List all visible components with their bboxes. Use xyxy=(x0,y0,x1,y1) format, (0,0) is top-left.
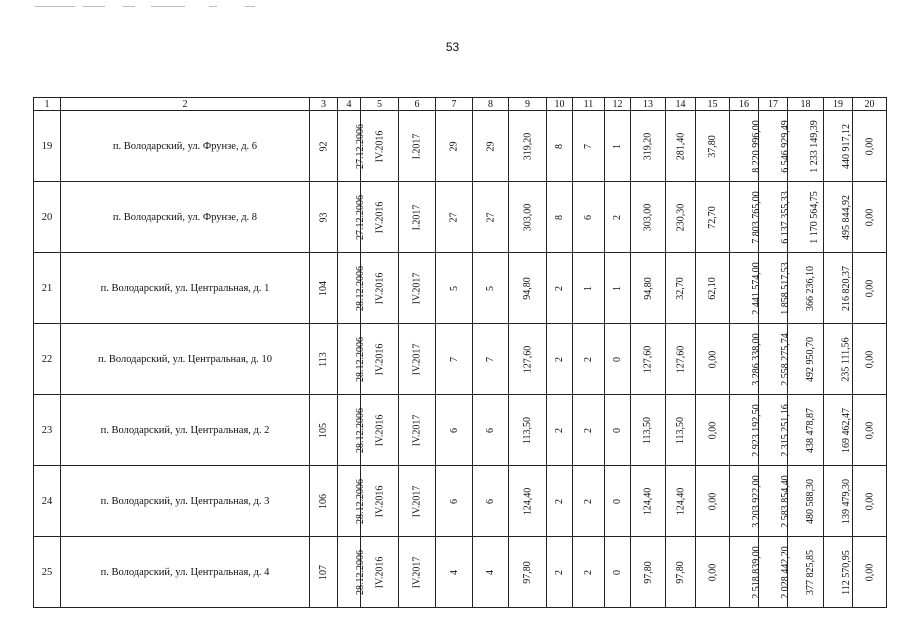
rotated-value: 29 xyxy=(485,141,496,151)
rotated-value: 492 950,70 xyxy=(805,336,816,382)
value-cell xyxy=(310,466,338,537)
rotated-value: IV.2017 xyxy=(411,556,423,588)
rotated-value: 27.12.2006 xyxy=(355,123,366,169)
rotated-value: 5 xyxy=(448,285,460,291)
value-cell xyxy=(696,324,730,395)
column-number-cell: 15 xyxy=(696,98,730,111)
rotated-value: 2 xyxy=(554,427,565,433)
rotated-value: 29 xyxy=(448,141,460,151)
value-cell xyxy=(730,324,762,395)
rotated-value: 127,60 xyxy=(642,345,654,373)
rotated-value: 4 xyxy=(448,569,460,575)
rotated-value: 1 233 149,39 xyxy=(808,119,820,173)
value-cell xyxy=(666,466,696,537)
rotated-value: 2 315 251,16 xyxy=(779,403,791,457)
rotated-value: 2 583 854,40 xyxy=(779,474,791,528)
value-cell xyxy=(547,395,573,466)
rotated-value: 94,80 xyxy=(522,276,533,300)
rotated-value: 438 478,87 xyxy=(805,407,816,453)
value-cell xyxy=(509,324,547,395)
value-cell xyxy=(666,111,696,182)
rotated-value: 7 xyxy=(485,356,496,362)
rotated-value: 2 923 192,50 xyxy=(750,403,762,457)
rotated-value: 216 820,37 xyxy=(841,265,852,311)
value-cell xyxy=(853,182,887,253)
rotated-value: 230,30 xyxy=(675,203,686,231)
column-number-cell: 20 xyxy=(853,98,887,111)
value-cell xyxy=(666,324,696,395)
value-cell xyxy=(696,466,730,537)
scan-artifact-marks xyxy=(35,6,295,10)
value-cell xyxy=(853,466,887,537)
value-cell xyxy=(338,111,366,182)
value-cell xyxy=(361,324,399,395)
address-cell: п. Володарский, ул. Фрунзе, д. 8 xyxy=(61,182,310,253)
row-number-cell: 19 xyxy=(34,111,61,182)
rotated-value: 2 xyxy=(554,356,565,362)
value-cell xyxy=(788,182,824,253)
rotated-value: IV.2016 xyxy=(373,414,385,446)
rotated-value: 27 xyxy=(448,212,460,222)
rotated-value: 169 462,47 xyxy=(841,407,852,453)
rotated-value: IV.2016 xyxy=(373,201,385,233)
rotated-value: 127,60 xyxy=(522,345,533,373)
rotated-value: 2 518 839,00 xyxy=(750,545,762,599)
rotated-value: 62,10 xyxy=(707,276,718,300)
rotated-value: 113 xyxy=(317,351,329,367)
rotated-value: 113,50 xyxy=(674,416,686,444)
rotated-value: 2 xyxy=(583,498,594,504)
value-cell xyxy=(631,324,666,395)
rotated-value: 113,50 xyxy=(642,416,654,444)
value-cell xyxy=(759,324,791,395)
rotated-value: 2 xyxy=(583,427,594,433)
value-cell xyxy=(730,537,762,608)
rotated-value: 97,80 xyxy=(522,560,533,584)
rotated-value: 0,00 xyxy=(864,492,875,510)
table-row xyxy=(34,182,887,253)
value-cell xyxy=(573,182,605,253)
value-cell xyxy=(631,253,666,324)
rotated-value: 235 111,56 xyxy=(840,336,852,382)
value-cell xyxy=(788,253,824,324)
row-number-cell: 25 xyxy=(34,537,61,608)
value-cell xyxy=(853,324,887,395)
value-cell xyxy=(666,537,696,608)
rotated-value: 0,00 xyxy=(864,421,875,439)
rotated-value: 440 917,12 xyxy=(841,123,852,169)
value-cell xyxy=(547,537,573,608)
column-number-cell: 2 xyxy=(61,98,310,111)
value-cell xyxy=(399,395,436,466)
rotated-value: 6 137 355,33 xyxy=(779,190,791,244)
value-cell xyxy=(788,324,824,395)
value-cell xyxy=(696,253,730,324)
rotated-value: 27 xyxy=(485,212,496,222)
value-cell xyxy=(573,111,605,182)
rotated-value: 28.12.2006 xyxy=(355,407,366,453)
rotated-value: 319,20 xyxy=(522,132,533,160)
value-cell xyxy=(310,182,338,253)
rotated-value: 1 170 564,75 xyxy=(808,190,820,244)
column-number-cell: 19 xyxy=(824,98,853,111)
column-number-cell: 14 xyxy=(666,98,696,111)
value-cell xyxy=(573,395,605,466)
rotated-value: IV.2016 xyxy=(373,485,385,517)
value-cell xyxy=(399,111,436,182)
value-cell xyxy=(573,537,605,608)
table-row xyxy=(34,537,887,608)
value-cell xyxy=(759,253,791,324)
rotated-value: 4 xyxy=(485,569,496,575)
rotated-value: 127,60 xyxy=(675,345,686,373)
rotated-value: I.2017 xyxy=(411,204,423,230)
row-number-cell: 24 xyxy=(34,466,61,537)
value-cell xyxy=(436,182,473,253)
value-cell xyxy=(631,182,666,253)
value-cell xyxy=(436,537,473,608)
value-cell xyxy=(631,111,666,182)
value-cell xyxy=(824,324,853,395)
value-cell xyxy=(310,253,338,324)
value-cell xyxy=(436,111,473,182)
rotated-value: 0,00 xyxy=(864,563,875,581)
value-cell xyxy=(605,324,631,395)
value-cell xyxy=(399,182,436,253)
value-cell xyxy=(730,111,762,182)
value-cell xyxy=(759,466,791,537)
rotated-value: 2 xyxy=(612,214,623,220)
column-number-cell: 7 xyxy=(436,98,473,111)
row-number-cell: 23 xyxy=(34,395,61,466)
value-cell xyxy=(788,466,824,537)
rotated-value: 2 xyxy=(583,356,594,362)
value-cell xyxy=(759,537,791,608)
column-number-cell: 3 xyxy=(310,98,338,111)
value-cell xyxy=(338,466,366,537)
rotated-value: 0,00 xyxy=(864,137,875,155)
rotated-value: 2 xyxy=(554,498,565,504)
registry-table xyxy=(33,97,887,608)
value-cell xyxy=(730,182,762,253)
row-number-cell: 21 xyxy=(34,253,61,324)
rotated-value: IV.2017 xyxy=(411,485,423,517)
rotated-value: 495 844,92 xyxy=(841,194,852,240)
rotated-value: IV.2016 xyxy=(373,130,385,162)
rotated-value: 0,00 xyxy=(707,421,718,439)
rotated-value: 27.12.2006 xyxy=(355,194,366,240)
rotated-value: 32,70 xyxy=(675,276,686,300)
rotated-value: 1 xyxy=(612,143,623,149)
column-number-cell: 10 xyxy=(547,98,573,111)
rotated-value: IV.2017 xyxy=(411,414,423,446)
rotated-value: 0,00 xyxy=(864,350,875,368)
rotated-value: 5 xyxy=(485,285,496,291)
value-cell xyxy=(788,537,824,608)
value-cell xyxy=(338,395,366,466)
value-cell xyxy=(338,182,366,253)
value-cell xyxy=(666,395,696,466)
value-cell xyxy=(509,253,547,324)
rotated-value: 0 xyxy=(612,427,623,433)
rotated-value: 7 xyxy=(583,143,594,149)
value-cell xyxy=(666,182,696,253)
value-cell xyxy=(547,253,573,324)
address-cell: п. Володарский, ул. Центральная, д. 4 xyxy=(61,537,310,608)
column-number-cell: 17 xyxy=(759,98,788,111)
address-cell: п. Володарский, ул. Фрунзе, д. 6 xyxy=(61,111,310,182)
rotated-value: 319,20 xyxy=(642,132,654,160)
rotated-value: 104 xyxy=(318,280,329,296)
rotated-value: 97,80 xyxy=(642,560,654,584)
rotated-value: 2 028 442,20 xyxy=(779,545,791,599)
rotated-value: 1 858 517,53 xyxy=(779,261,791,315)
rotated-value: 8 xyxy=(554,214,565,220)
rotated-value: 1 xyxy=(612,285,623,291)
value-cell xyxy=(573,466,605,537)
column-number-cell: 5 xyxy=(361,98,399,111)
rotated-value: 480 588,30 xyxy=(805,478,816,524)
rotated-value: 3 203 922,00 xyxy=(750,474,762,528)
value-cell xyxy=(759,111,791,182)
column-number-cell: 9 xyxy=(509,98,547,111)
value-cell xyxy=(631,466,666,537)
value-cell xyxy=(824,182,853,253)
value-cell xyxy=(853,537,887,608)
value-cell xyxy=(824,253,853,324)
value-cell xyxy=(605,466,631,537)
rotated-value: 1 xyxy=(583,285,594,291)
value-cell xyxy=(730,466,762,537)
rotated-value: 72,70 xyxy=(707,205,718,229)
value-cell xyxy=(473,324,509,395)
rotated-value: 0 xyxy=(612,498,623,504)
value-cell xyxy=(310,111,338,182)
value-cell xyxy=(824,466,853,537)
value-cell xyxy=(436,466,473,537)
column-number-cell: 1 xyxy=(34,98,61,111)
column-number-cell: 8 xyxy=(473,98,509,111)
value-cell xyxy=(399,324,436,395)
rotated-value: 2 xyxy=(554,285,565,291)
value-cell xyxy=(605,253,631,324)
value-cell xyxy=(473,182,509,253)
value-cell xyxy=(473,395,509,466)
value-cell xyxy=(824,111,853,182)
rotated-value: I.2017 xyxy=(411,133,423,159)
table-row xyxy=(34,324,887,395)
value-cell xyxy=(696,537,730,608)
rotated-value: 107 xyxy=(318,564,329,580)
value-cell xyxy=(310,395,338,466)
value-cell xyxy=(547,466,573,537)
rotated-value: 112 570,95 xyxy=(840,549,852,595)
value-cell xyxy=(338,537,366,608)
value-cell xyxy=(509,182,547,253)
value-cell xyxy=(361,466,399,537)
column-number-cell: 13 xyxy=(631,98,666,111)
rotated-value: 7 xyxy=(448,356,460,362)
rotated-value: 0,00 xyxy=(864,208,875,226)
rotated-value: 0,00 xyxy=(707,563,718,581)
rotated-value: 2 558 275,74 xyxy=(779,332,791,386)
value-cell xyxy=(730,395,762,466)
value-cell xyxy=(547,324,573,395)
value-cell xyxy=(509,111,547,182)
rotated-value: 7 803 765,00 xyxy=(750,190,762,244)
rotated-value: 6 xyxy=(583,214,594,220)
rotated-value: IV.2016 xyxy=(373,556,385,588)
value-cell xyxy=(338,324,366,395)
value-cell xyxy=(853,395,887,466)
column-number-cell: 11 xyxy=(573,98,605,111)
rotated-value: 28.12.2006 xyxy=(355,478,366,524)
table-row xyxy=(34,395,887,466)
value-cell xyxy=(573,324,605,395)
page-number: 53 xyxy=(445,40,460,54)
value-cell xyxy=(361,182,399,253)
value-cell xyxy=(509,395,547,466)
value-cell xyxy=(666,253,696,324)
value-cell xyxy=(605,537,631,608)
rotated-value: 6 xyxy=(485,427,496,433)
rotated-value: 366 236,10 xyxy=(805,265,816,311)
rotated-value: 6 xyxy=(448,498,460,504)
value-cell xyxy=(788,111,824,182)
address-cell: п. Володарский, ул. Центральная, д. 10 xyxy=(61,324,310,395)
rotated-value: 0 xyxy=(612,569,623,575)
rotated-value: 2 xyxy=(583,569,594,575)
rotated-value: 92 xyxy=(318,141,329,151)
value-cell xyxy=(509,466,547,537)
value-cell xyxy=(509,537,547,608)
value-cell xyxy=(824,395,853,466)
value-cell xyxy=(399,253,436,324)
column-number-cell: 6 xyxy=(399,98,436,111)
address-cell: п. Володарский, ул. Центральная, д. 2 xyxy=(61,395,310,466)
rotated-value: 105 xyxy=(318,422,329,438)
value-cell xyxy=(696,111,730,182)
rotated-value: 28.12.2006 xyxy=(355,265,366,311)
rotated-value: 303,00 xyxy=(642,203,654,231)
rotated-value: 0,00 xyxy=(707,350,718,368)
rotated-value: 28.12.2006 xyxy=(355,549,366,595)
rotated-value: 124,40 xyxy=(522,487,533,515)
value-cell xyxy=(473,253,509,324)
rotated-value: 28.12.2006 xyxy=(355,336,366,382)
value-cell xyxy=(473,537,509,608)
value-cell xyxy=(605,182,631,253)
column-number-row xyxy=(34,98,887,111)
value-cell xyxy=(361,111,399,182)
value-cell xyxy=(853,111,887,182)
address-cell: п. Володарский, ул. Центральная, д. 3 xyxy=(61,466,310,537)
rotated-value: 377 825,85 xyxy=(805,549,816,595)
rotated-value: IV.2016 xyxy=(373,272,385,304)
value-cell xyxy=(361,253,399,324)
value-cell xyxy=(696,395,730,466)
value-cell xyxy=(436,395,473,466)
value-cell xyxy=(361,395,399,466)
value-cell xyxy=(788,395,824,466)
rotated-value: 0 xyxy=(612,356,623,362)
rotated-value: 6 xyxy=(485,498,496,504)
table-row xyxy=(34,111,887,182)
rotated-value: 93 xyxy=(318,212,329,222)
rotated-value: 8 220 996,00 xyxy=(750,119,762,173)
value-cell xyxy=(759,182,791,253)
row-number-cell: 22 xyxy=(34,324,61,395)
value-cell xyxy=(436,324,473,395)
value-cell xyxy=(473,111,509,182)
value-cell xyxy=(399,537,436,608)
value-cell xyxy=(824,537,853,608)
value-cell xyxy=(853,253,887,324)
rotated-value: 2 441 574,00 xyxy=(750,261,762,315)
value-cell xyxy=(730,253,762,324)
rotated-value: 124,40 xyxy=(642,487,654,515)
value-cell xyxy=(759,395,791,466)
column-number-cell: 16 xyxy=(730,98,759,111)
value-cell xyxy=(399,466,436,537)
value-cell xyxy=(573,253,605,324)
value-cell xyxy=(310,324,338,395)
rotated-value: 6 xyxy=(448,427,460,433)
value-cell xyxy=(631,395,666,466)
value-cell xyxy=(338,253,366,324)
rotated-value: IV.2017 xyxy=(411,343,423,375)
column-number-cell: 4 xyxy=(338,98,361,111)
rotated-value: 124,40 xyxy=(675,487,686,515)
table-row xyxy=(34,466,887,537)
rotated-value: 281,40 xyxy=(675,132,686,160)
value-cell xyxy=(361,537,399,608)
column-number-cell: 12 xyxy=(605,98,631,111)
rotated-value: 3 286 338,00 xyxy=(750,332,762,386)
value-cell xyxy=(436,253,473,324)
rotated-value: 94,80 xyxy=(642,276,654,300)
value-cell xyxy=(631,537,666,608)
rotated-value: 113,50 xyxy=(521,416,533,444)
value-cell xyxy=(310,537,338,608)
value-cell xyxy=(605,395,631,466)
rotated-value: IV.2017 xyxy=(411,272,423,304)
column-number-cell: 18 xyxy=(788,98,824,111)
address-cell: п. Володарский, ул. Центральная, д. 1 xyxy=(61,253,310,324)
rotated-value: 37,80 xyxy=(707,134,718,158)
rotated-value: IV.2016 xyxy=(373,343,385,375)
value-cell xyxy=(605,111,631,182)
value-cell xyxy=(547,182,573,253)
rotated-value: 139 479,30 xyxy=(841,478,852,524)
rotated-value: 303,00 xyxy=(522,203,533,231)
rotated-value: 6 546 929,49 xyxy=(779,119,791,173)
registry-table-body xyxy=(34,98,887,608)
value-cell xyxy=(473,466,509,537)
rotated-value: 97,80 xyxy=(675,560,686,584)
row-number-cell: 20 xyxy=(34,182,61,253)
rotated-value: 8 xyxy=(554,143,565,149)
rotated-value: 0,00 xyxy=(864,279,875,297)
value-cell xyxy=(547,111,573,182)
rotated-value: 106 xyxy=(318,493,329,509)
value-cell xyxy=(696,182,730,253)
rotated-value: 0,00 xyxy=(707,492,718,510)
rotated-value: 2 xyxy=(554,569,565,575)
table-row xyxy=(34,253,887,324)
